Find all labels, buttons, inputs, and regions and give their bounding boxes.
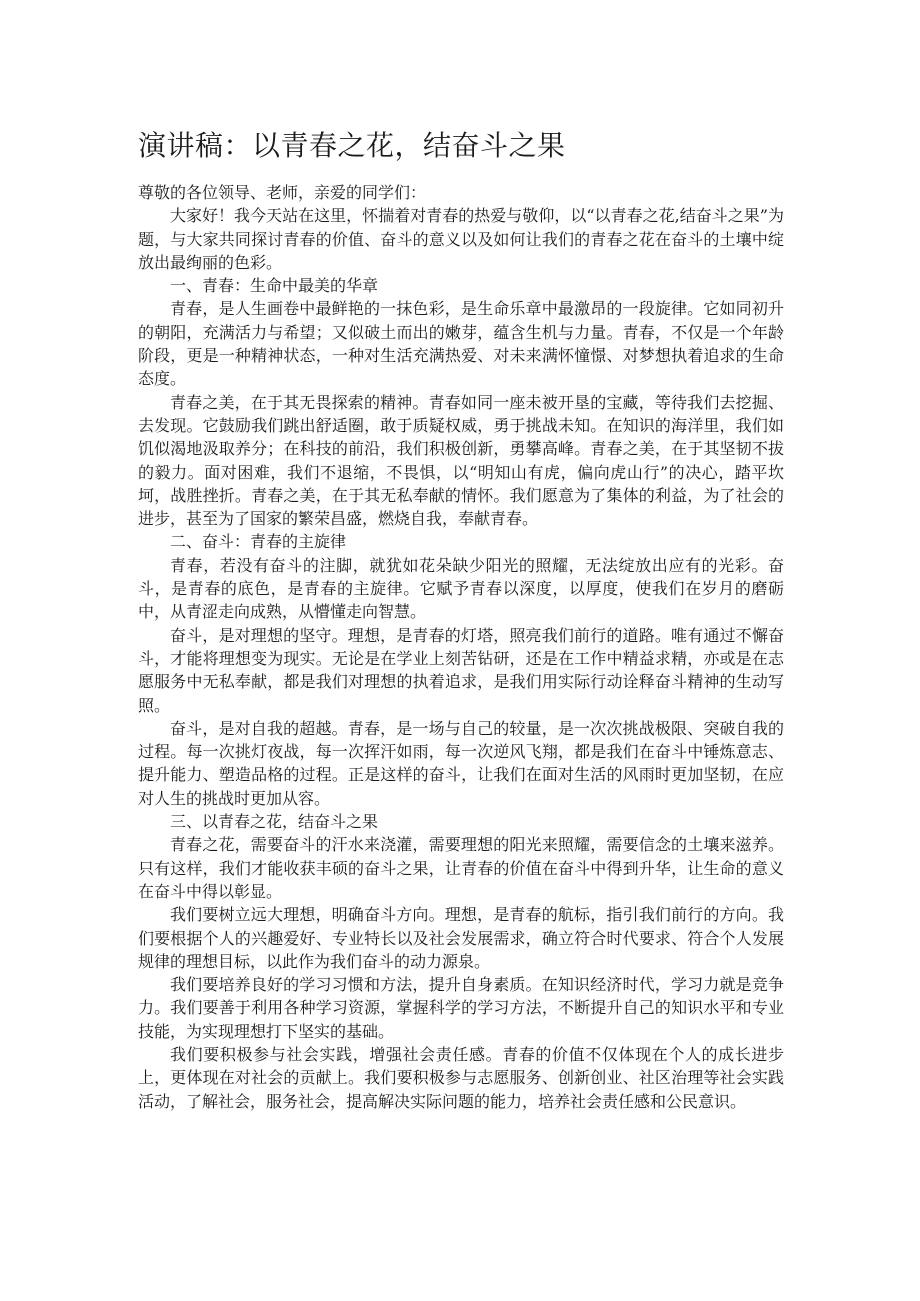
- document-title: 演讲稿：以青春之花，结奋斗之果: [138, 129, 566, 162]
- document-body: [138, 181, 784, 1113]
- paragraph: 奋斗，是对理想的坚守。理想，是青春的灯塔，照亮我们前行的道路。唯有通过不懈奋斗，才能将理想变为现实。无论是在学业上刻苦钻研，还是在工作中精益求精，亦或是在志愿服务中无私奉献，都是我们对理想的执着追求，是我们用实际行动诠释奋斗精神的生动写照。: [138, 625, 784, 715]
- paragraph: 青春之美，在于其无畏探索的精神。青春如同一座未被开垦的宝藏，等待我们去挖掘、去发现。它鼓励我们跳出舒适圈，敢于质疑权威，勇于挑战未知。在知识的海洋里，我们如饥似渴地汲取养分；在科技的前沿，我们积极创新，勇攀高峰。青春之美，在于其坚韧不拔的毅力。面对困难，我们不退缩，不畏惧，以“明知山有虎，偏向虎山行”的决心，踏平坎坷，战胜挫折。青春之美，在于其无私奉献的情怀。我们愿意为了集体的利益，为了社会的进步，甚至为了国家的繁荣昌盛，燃烧自我，奉献青春。: [138, 392, 784, 529]
- section-heading: 一、青春：生命中最美的华章: [170, 276, 379, 296]
- section-heading: 二、奋斗：青春的主旋律: [170, 532, 347, 552]
- paragraph: 青春之花，需要奋斗的汗水来浇灌，需要理想的阳光来照耀，需要信念的土壤来滋养。只有这样，我们才能收获丰硕的奋斗之果，让青春的价值在奋斗中得到升华，让生命的意义在奋斗中得以彰显。: [138, 835, 784, 901]
- salutation: 尊敬的各位领导、老师，亲爱的同学们：: [138, 183, 427, 202]
- paragraph: 我们要积极参与社会实践，增强社会责任感。青春的价值不仅体现在个人的成长进步上，更体现在对社会的贡献上。我们要积极参与志愿服务、创新创业、社区治理等社会实践活动，了解社会，服务社会，提高解决实际问题的能力，培养社会责任感和公民意识。: [138, 1044, 784, 1111]
- paragraph: 我们要树立远大理想，明确奋斗方向。理想，是青春的航标，指引我们前行的方向。我们要根据个人的兴趣爱好、专业特长以及社会发展需求，确立符合时代要求、符合个人发展规律的理想目标，以此作为我们奋斗的动力源泉。: [138, 905, 784, 971]
- intro-paragraph: 大家好！我今天站在这里，怀揣着对青春的热爱与敬仰，以“以青春之花,结奋斗之果”为题，与大家共同探讨青春的价值、奋斗的意义以及如何让我们的青春之花在奋斗的土壤中绽放出最绚丽的色彩。: [138, 206, 784, 272]
- paragraph: 我们要培养良好的学习习惯和方法，提升自身素质。在知识经济时代，学习力就是竞争力。我们要善于利用各种学习资源，掌握科学的学习方法，不断提升自己的知识水平和专业技能，为实现理想打下坚实的基础。: [138, 975, 784, 1041]
- section-heading: 三、以青春之花，结奋斗之果: [170, 812, 379, 832]
- paragraph: 青春，若没有奋斗的注脚，就犹如花朵缺少阳光的照耀，无法绽放出应有的光彩。奋斗，是青春的底色，是青春的主旋律。它赋予青春以深度，以厚度，使我们在岁月的磨砺中，从青涩走向成熟，从懵懂走向智慧。: [138, 555, 784, 622]
- paragraph: 青春，是人生画卷中最鲜艳的一抹色彩，是生命乐章中最激昂的一段旋律。它如同初升的朝阳，充满活力与希望；又似破土而出的嫩芽，蕴含生机与力量。青春，不仅是一个年龄阶段，更是一种精神状态，一种对生活充满热爱、对未来满怀憧憬、对梦想执着追求的生命态度。: [138, 299, 784, 389]
- paragraph: 奋斗，是对自我的超越。青春，是一场与自己的较量，是一次次挑战极限、突破自我的过程。每一次挑灯夜战，每一次挥汗如雨，每一次逆风飞翔，都是我们在奋斗中锤炼意志、提升能力、塑造品格的过程。正是这样的奋斗，让我们在面对生活的风雨时更加坚韧，在应对人生的挑战时更加从容。: [138, 718, 784, 808]
